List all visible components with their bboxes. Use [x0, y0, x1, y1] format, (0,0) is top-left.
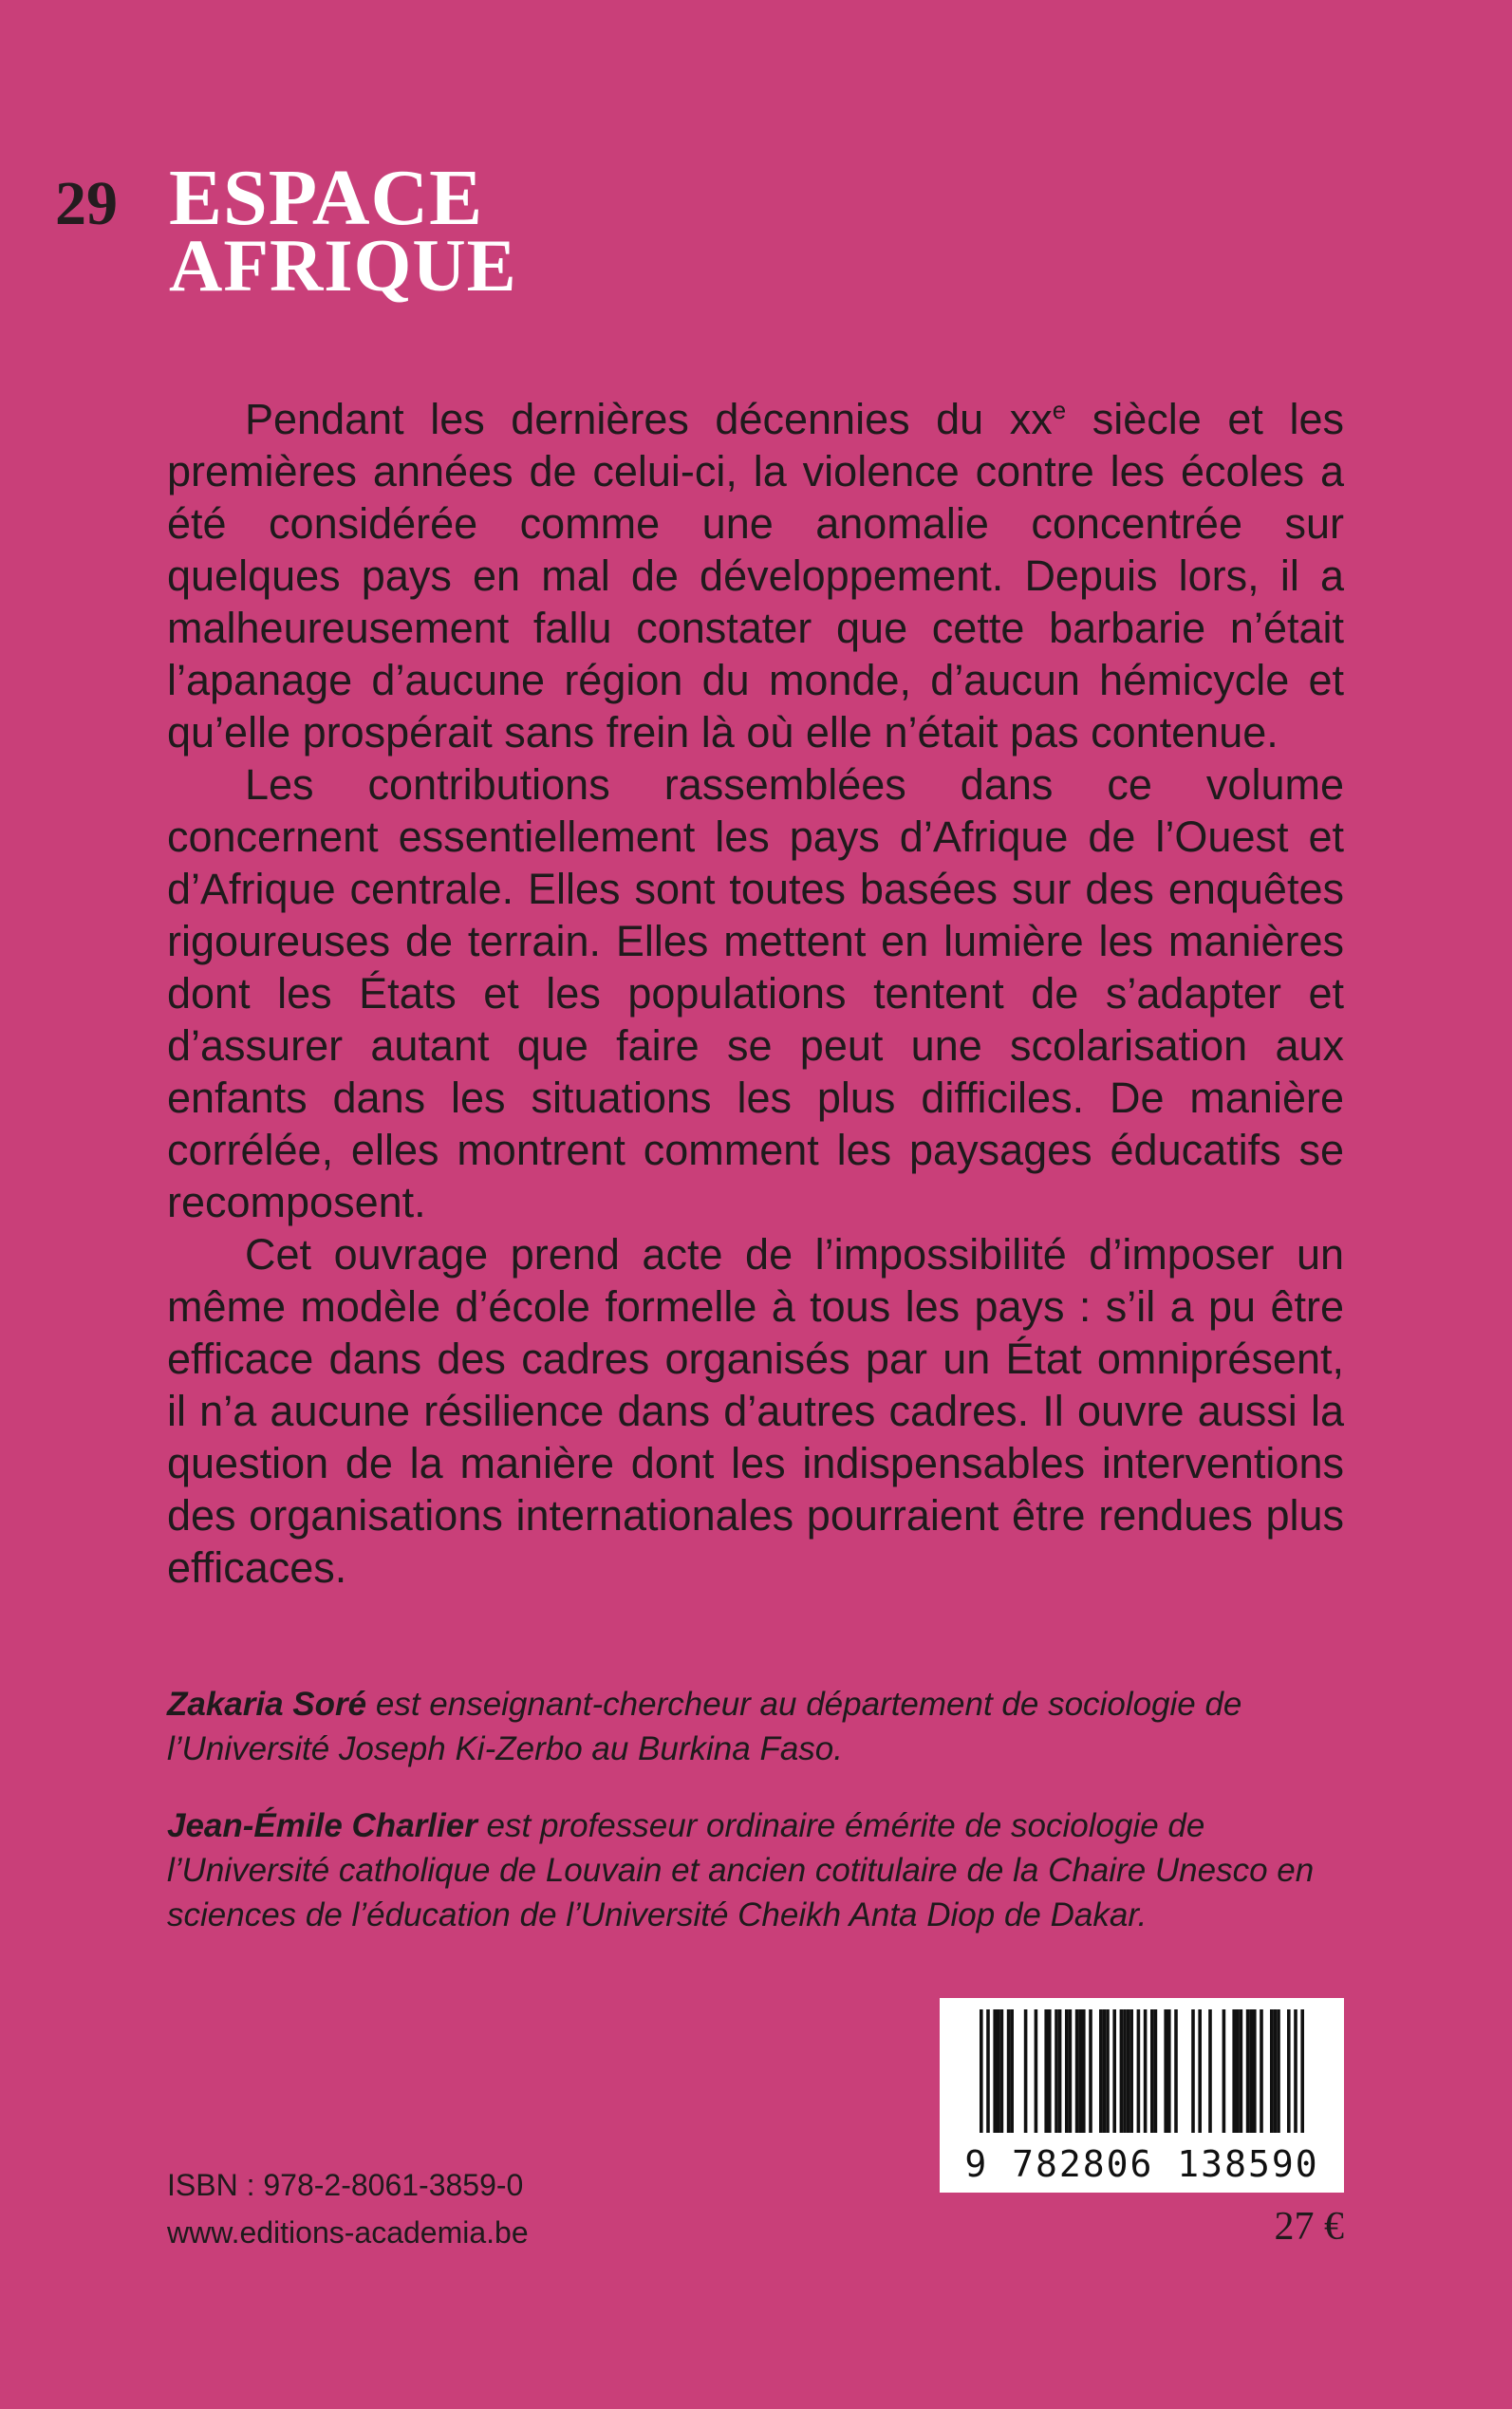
barcode-bar	[1232, 2009, 1236, 2133]
series-title-line2: AFRIQUE	[169, 223, 517, 307]
barcode-bar	[1120, 2009, 1124, 2133]
barcode-bar	[1253, 2009, 1257, 2133]
series-title-line1: ESPACE	[169, 154, 484, 242]
barcode-bar	[1223, 2009, 1226, 2133]
barcode-bar	[1078, 2009, 1082, 2133]
barcode-bar	[1123, 2009, 1127, 2133]
barcode-bar	[1240, 2009, 1243, 2133]
barcode-bar	[1048, 2009, 1052, 2133]
blurb-paragraph-3: Cet ouvrage prend acte de l’impossibilité d’imposer un même modèle d’école formelle à tous les pays : s’il a pu être efficace dans des cadres organisés par un État omniprésent, il n’a aucune résilience dans d’autres cadres. Il ouvre aussi la question de la manière dont les indispensables interventions des organisations internationales pourraient être rendues plus efficaces.	[167, 1230, 1344, 1592]
barcode-bar	[1164, 2009, 1167, 2133]
barcode-bar	[1300, 2009, 1304, 2133]
barcode-bar	[1150, 2009, 1154, 2133]
barcode-bar	[1270, 2009, 1274, 2133]
back-cover-blurb	[167, 393, 1344, 1594]
barcode-bar	[1294, 2009, 1297, 2133]
barcode-bar	[1075, 2009, 1079, 2133]
barcode-bar	[1198, 2009, 1202, 2133]
barcode-bar	[1260, 2009, 1263, 2133]
barcode-bar	[1089, 2009, 1092, 2133]
barcode-bar	[1055, 2009, 1058, 2133]
barcode-bar	[1106, 2009, 1110, 2133]
barcode-bar	[1112, 2009, 1116, 2133]
barcode-bar	[1236, 2009, 1240, 2133]
barcode-bar	[1144, 2009, 1148, 2133]
barcode-bar	[1065, 2009, 1069, 2133]
author-bios	[167, 1682, 1344, 1970]
publisher-website[interactable]: www.editions-academia.be	[167, 2215, 529, 2250]
barcode-bar	[1249, 2009, 1253, 2133]
price: 27 €	[1274, 2205, 1344, 2249]
author-name-2: Jean-Émile Charlier	[167, 1807, 477, 1844]
barcode-bar	[1137, 2009, 1141, 2133]
barcode-bar	[1246, 2009, 1250, 2133]
author-bio-1: Zakaria Soré est enseignant-chercheur au département de sociologie de l’Université Joseph Ki-Zerbo au Burkina Faso.	[167, 1686, 1242, 1767]
barcode-bar	[1099, 2009, 1103, 2133]
barcode-bar	[1069, 2009, 1073, 2133]
barcode-bar	[1044, 2009, 1048, 2133]
barcode	[940, 1998, 1344, 2193]
barcode-bar	[1103, 2009, 1107, 2133]
barcode-bar	[1127, 2009, 1130, 2133]
blurb-paragraph-2: Les contributions rassemblées dans ce volume concernent essentiellement les pays d’Afrique de l’Ouest et d’Afrique centrale. Elles sont toutes basées sur des enquêtes rigoureuses de terrain. Elles mettent en lumière les manières dont les États et les populations tentent de s’adapter et d’assurer autant que faire se peut une scolarisation aux enfants dans les situations les plus difficiles. De manière corrélée, elles montrent comment les paysages éducatifs se recomposent.	[167, 760, 1344, 1226]
barcode-bar	[1274, 2009, 1278, 2133]
barcode-bar	[1154, 2009, 1158, 2133]
barcode-digits: 9 782806 138590	[964, 2143, 1319, 2185]
barcode-bar	[1167, 2009, 1171, 2133]
barcode-bars	[940, 1998, 1344, 2140]
barcode-bar	[1058, 2009, 1062, 2133]
barcode-bar	[993, 2009, 997, 2133]
barcode-bar	[1007, 2009, 1011, 2133]
barcode-bar	[1024, 2009, 1028, 2133]
barcode-bar	[1191, 2009, 1195, 2133]
barcode-bar	[1000, 2009, 1004, 2133]
author-bio-2: Jean-Émile Charlier est professeur ordinaire émérite de sociologie de l’Université catholique de Louvain et ancien cotitulaire de la Chaire Unesco en sciences de l’éducation de l’Université Cheikh Anta Diop de Dakar.	[167, 1807, 1315, 1933]
series-title	[169, 154, 517, 307]
author-name-1: Zakaria Soré	[167, 1686, 367, 1723]
barcode-bar	[1287, 2009, 1291, 2133]
barcode-bar	[986, 2009, 990, 2133]
series-number: 29	[55, 169, 118, 238]
barcode-bar	[1010, 2009, 1014, 2133]
barcode-bar	[1277, 2009, 1280, 2133]
barcode-bar	[980, 2009, 983, 2133]
barcode-bar	[1082, 2009, 1086, 2133]
barcode-bar	[1035, 2009, 1038, 2133]
barcode-bar	[1129, 2009, 1133, 2133]
blurb-paragraph-1: Pendant les dernières décennies du $xx^e$ siècle et les premières années de celui-ci, la violence contre les écoles a été considérée comme une anomalie concentrée sur quelques pays en mal de développement. Depuis lors, il a malheureusement fallu constater que cette barbarie n’était l’apanage d’aucune région du monde, d’aucun hémicycle et qu’elle prospérait sans frein là où elle n’était pas contenue.	[167, 395, 1344, 756]
barcode-bar	[1208, 2009, 1212, 2133]
barcode-bar	[1174, 2009, 1178, 2133]
isbn: ISBN : 978-2-8061-3859-0	[167, 2168, 524, 2202]
barcode-bar	[997, 2009, 1000, 2133]
